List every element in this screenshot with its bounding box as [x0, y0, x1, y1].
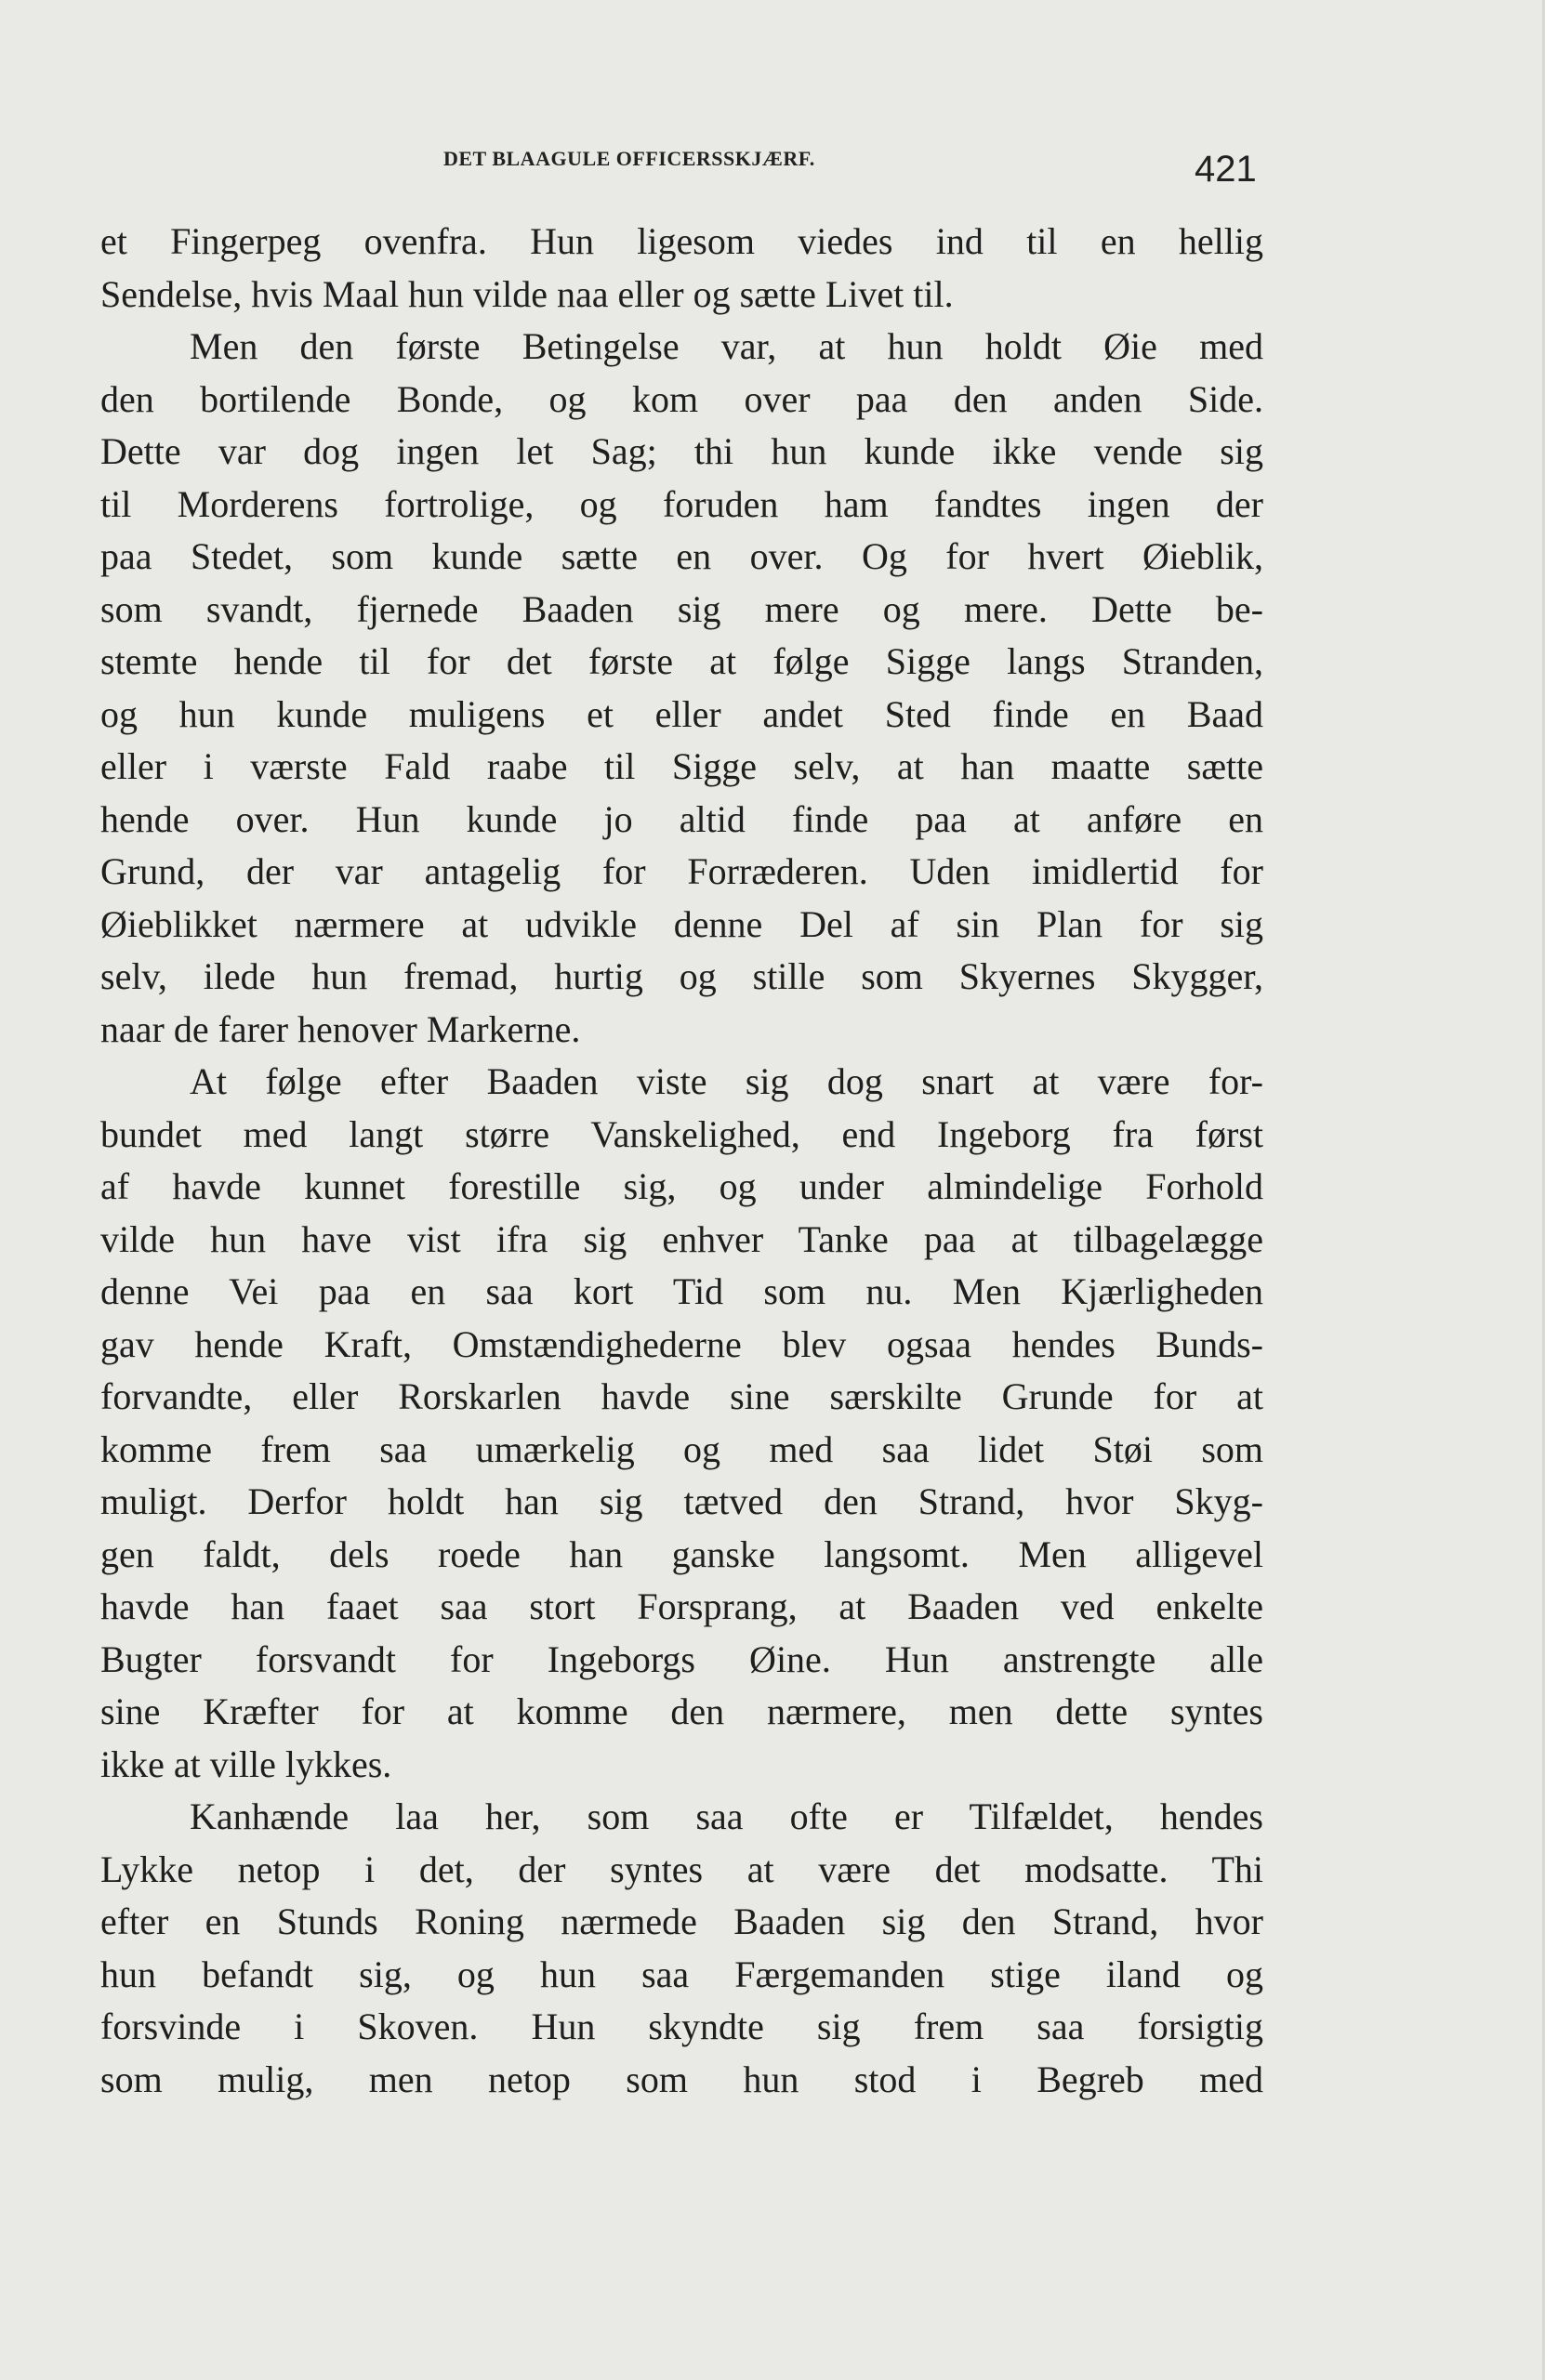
text-line: af havde kunnet forestille sig, og under almindelige Forhold	[100, 1165, 1263, 1207]
text-line: Sendelse, hvis Maal hun vilde naa eller og sætte Livet til.	[100, 272, 954, 315]
text-line: den bortilende Bonde, og kom over paa den anden Side.	[100, 377, 1263, 420]
text-line: naar de farer henover Markerne.	[100, 1007, 581, 1050]
text-line: hun befandt sig, og hun saa Færgemanden stige iland og	[100, 1953, 1263, 1995]
text-line: denne Vei paa en saa kort Tid som nu. Men Kjærligheden	[100, 1270, 1263, 1312]
text-line: muligt. Derfor holdt han sig tætved den Strand, hvor Skyg-	[100, 1480, 1263, 1522]
text-line: At følge efter Baaden viste sig dog snart at være for-	[190, 1060, 1263, 1102]
running-head: DET BLAAGULE OFFICERSSKJÆRF.	[443, 147, 815, 170]
text-line: paa Stedet, som kunde sætte en over. Og for hvert Øieblik,	[100, 535, 1263, 577]
body-text	[100, 216, 1263, 2106]
text-line: stemte hende til for det første at følge Sigge langs Stranden,	[100, 640, 1263, 682]
text-line: bundet med langt større Vanskelighed, end Ingeborg fra først	[100, 1112, 1263, 1155]
text-line: Grund, der var antagelig for Forræderen. Uden imidlertid for	[100, 850, 1263, 892]
text-line: vilde hun have vist ifra sig enhver Tanke paa at tilbagelægge	[100, 1217, 1263, 1260]
text-line: til Morderens fortrolige, og foruden ham fandtes ingen der	[100, 482, 1263, 525]
text-line: forsvinde i Skoven. Hun skyndte sig frem saa forsigtig	[100, 2005, 1263, 2047]
text-line: forvandte, eller Rorskarlen havde sine særskilte Grunde for at	[100, 1375, 1263, 1417]
text-line: havde han faaet saa stort Forsprang, at Baaden ved enkelte	[100, 1585, 1263, 1627]
text-line: som mulig, men netop som hun stod i Begreb med	[100, 2058, 1263, 2100]
text-line: efter en Stunds Roning nærmede Baaden sig den Strand, hvor	[100, 1900, 1263, 1942]
text-line: Øieblikket nærmere at udvikle denne Del af sin Plan for sig	[100, 902, 1263, 945]
text-line: komme frem saa umærkelig og med saa lidet Støi som	[100, 1427, 1263, 1470]
text-line: hende over. Hun kunde jo altid finde paa at anføre en	[100, 797, 1263, 840]
text-line: Bugter forsvandt for Ingeborgs Øine. Hun anstrengte alle	[100, 1637, 1263, 1680]
text-line: Kanhænde laa her, som saa ofte er Tilfældet, hendes	[190, 1795, 1263, 1837]
text-line: gav hende Kraft, Omstændighederne blev ogsaa hendes Bunds-	[100, 1322, 1263, 1365]
text-line: et Fingerpeg ovenfra. Hun ligesom viedes ind til en hellig	[100, 220, 1263, 262]
text-line: Men den første Betingelse var, at hun holdt Øie med	[190, 325, 1263, 367]
text-line: Lykke netop i det, der syntes at være det modsatte. Thi	[100, 1847, 1263, 1890]
text-line: ikke at ville lykkes.	[100, 1742, 392, 1785]
text-line: og hun kunde muligens et eller andet Sted finde en Baad	[100, 692, 1263, 735]
page-number: 421	[1195, 149, 1257, 190]
text-line: Dette var dog ingen let Sag; thi hun kunde ikke vende sig	[100, 430, 1263, 472]
text-line: selv, ilede hun fremad, hurtig og stille som Skyernes Skygger,	[100, 955, 1263, 997]
text-line: som svandt, fjernede Baaden sig mere og mere. Dette be-	[100, 587, 1263, 630]
text-line: sine Kræfter for at komme den nærmere, men dette syntes	[100, 1690, 1263, 1732]
text-line: eller i værste Fald raabe til Sigge selv, at han maatte sætte	[100, 745, 1263, 787]
text-line: gen faldt, dels roede han ganske langsomt. Men alligevel	[100, 1532, 1263, 1575]
